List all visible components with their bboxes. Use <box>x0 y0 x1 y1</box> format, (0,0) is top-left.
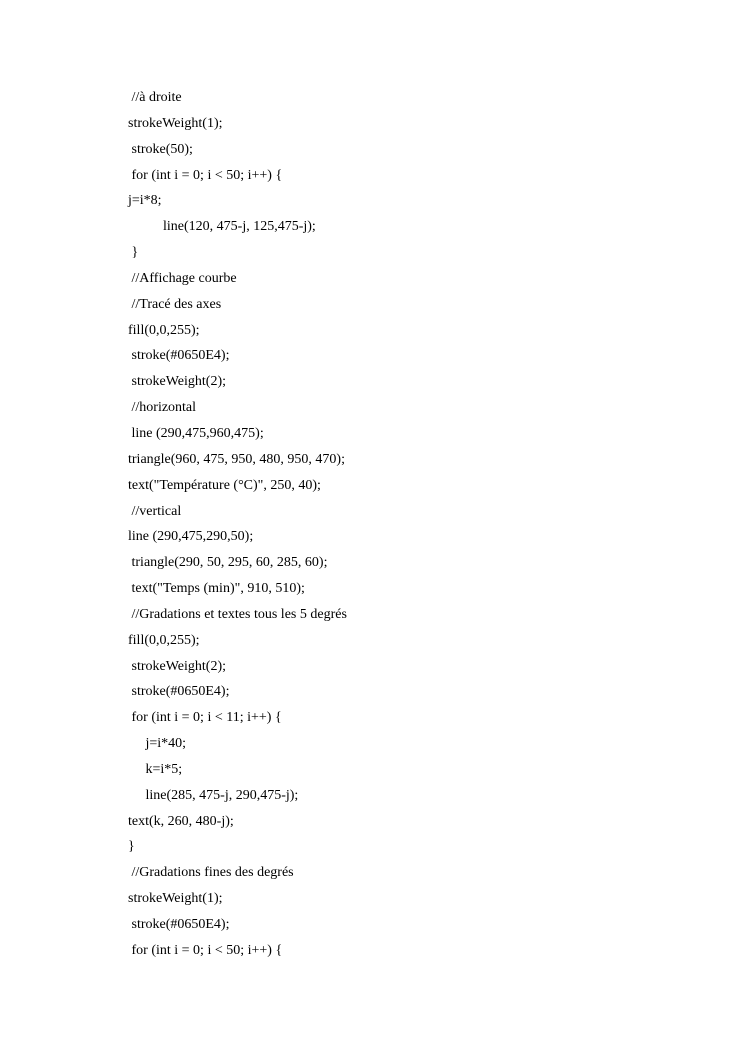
code-line: fill(0,0,255); <box>128 632 200 648</box>
code-line: text(k, 260, 480-j); <box>128 813 234 829</box>
code-line: text("Température (°C)", 250, 40); <box>128 477 321 493</box>
code-line: triangle(290, 50, 295, 60, 285, 60); <box>128 555 328 571</box>
code-line: line (290,475,290,50); <box>128 529 254 545</box>
code-line: //à droite <box>128 90 182 105</box>
code-line: //horizontal <box>128 400 197 416</box>
code-line: stroke(50); <box>128 141 193 157</box>
code-line: triangle(960, 475, 950, 480, 950, 470); <box>128 451 345 467</box>
code-line: for (int i = 0; i < 50; i++) { <box>128 942 283 958</box>
code-line: line (290,475,960,475); <box>128 425 264 441</box>
code-line: //Gradations et textes tous les 5 degrés <box>128 606 347 622</box>
code-line: stroke(#0650E4); <box>128 684 230 700</box>
code-line: //Affichage courbe <box>128 270 237 286</box>
code-line: } <box>128 839 135 855</box>
code-line: text("Temps (min)", 910, 510); <box>128 581 305 597</box>
code-line: } <box>128 245 139 261</box>
code-line: for (int i = 0; i < 11; i++) { <box>128 710 282 726</box>
code-line: j=i*40; <box>128 736 187 752</box>
code-line: stroke(#0650E4); <box>128 917 230 932</box>
code-listing <box>128 86 688 965</box>
code-line: fill(0,0,255); <box>128 322 200 338</box>
code-line: strokeWeight(2); <box>128 658 227 674</box>
code-line: stroke(#0650E4); <box>128 348 230 364</box>
code-line: j=i*8; <box>128 193 162 209</box>
code-line: strokeWeight(1); <box>128 891 223 907</box>
code-line: //vertical <box>128 503 182 519</box>
code-line: //Gradations fines des degrés <box>128 865 294 881</box>
code-line: strokeWeight(1); <box>128 115 223 131</box>
code-line: line(285, 475-j, 290,475-j); <box>128 787 299 803</box>
code-line: for (int i = 0; i < 50; i++) { <box>128 167 283 183</box>
code-line: strokeWeight(2); <box>128 374 227 390</box>
code-line: //Tracé des axes <box>128 296 222 312</box>
code-line: k=i*5; <box>128 761 183 777</box>
code-line: line(120, 475-j, 125,475-j); <box>128 219 316 235</box>
